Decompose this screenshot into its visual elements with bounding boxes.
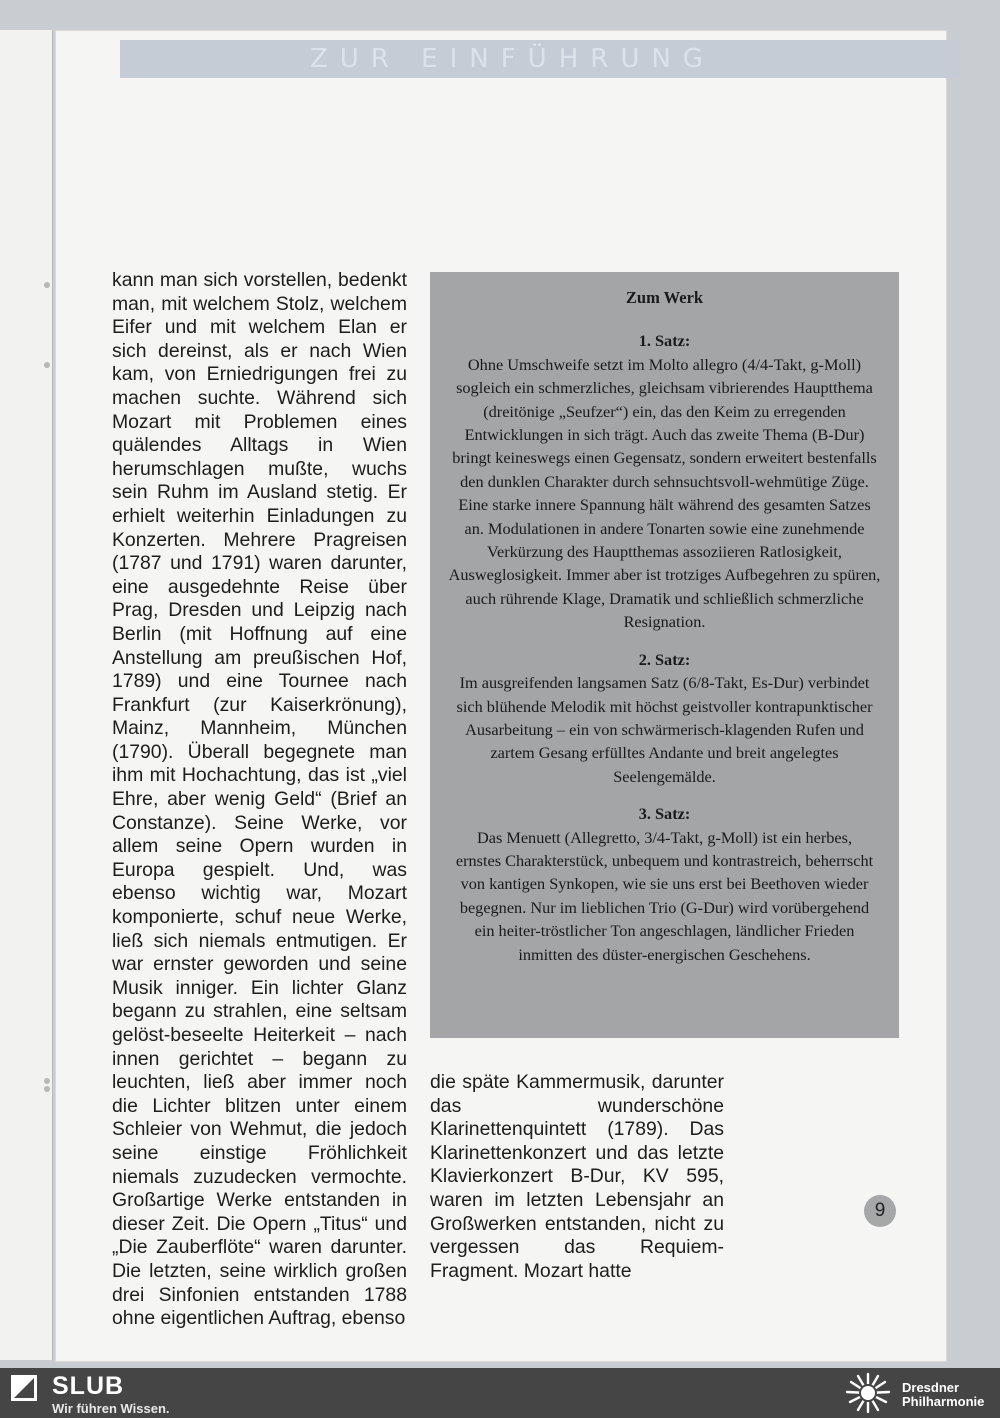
right-text-column bbox=[430, 1071, 724, 1283]
work-info-box bbox=[430, 272, 899, 1038]
paragraph: kann man sich vorstellen, bedenkt man, mit welchem Stolz, welchem Eifer und mit welchem Elan er sich dereinst, als er nach Wien kam, von Erniedrigungen frei zu machen suchte. Während sich Mozart mit Problemen eines quälendes Alltags in Wien herumschlagen mußte, wuchs sein Ruhm im Ausland stetig. Er erhielt weiterhin Einladungen zu Konzerten. Mehrere Pragreisen (1787 und 1791) waren darunter, eine ausgedehnte Reise über Prag, Dresden und Leipzig nach Berlin (mit Hoffnung auf eine Anstellung am preußischen Hof, 1789) und eine Tournee nach Frankfurt (zur Kaiserkrönung), Mainz, Mannheim, München (1790). Überall begegnete man ihm mit Hochachtung, das ist „viel Ehre, aber wenig Geld“ (Brief an Constanze). Seine Werke, vor allem seine Opern wurden in Europa gespielt. Und, was ebenso wichtig war, Mozart komponierte, schuf neue Werke, ließ sich niemals entmutigen. Er war ernster geworden und seine Musik inniger. Ein lichter Glanz begann zu strahlen, eine seltsam gelöst-beseelte Heiterkeit – nach innen gerichtet – begann zu leuchten, ließ aber immer noch die Lichter blitzen unter einem Schleier von Wehmut, die jedoch seine einstige Fröhlichkeit niemals zuzudecken vermochte. Großartige Werke entstanden in dieser Zeit. Die Opern „Titus“ und „Die Zauberflöte“ waren darunter. Die letzten, seine wirklich großen drei Sinfonien entstanden 1788 ohne eigentlichen Auftrag, ebenso bbox=[112, 269, 407, 1330]
philharmonie-logo-icon bbox=[842, 1371, 894, 1415]
left-page-edge bbox=[0, 30, 53, 1360]
staple-hole bbox=[44, 1086, 50, 1092]
movement-heading: 1. Satz: bbox=[638, 331, 691, 351]
paragraph: die späte Kammermusik, darunter das wunderschöne Klarinettenquintett (1789). Das Klarinettenkonzert und das letzte Klavierkonzert B-Dur, KV 595, waren im letzten Lebensjahr an Großwerken entstanden, nicht zu vergessen das Requiem-Fragment. Mozart hatte bbox=[430, 1071, 724, 1282]
library-tagline: Wir führen Wissen. bbox=[52, 1401, 170, 1416]
movement-text: Das Menuett (Allegretto, 3/4-Takt, g-Moll) ist ein herbes, ernstes Charakterstück, unbequem und kontrastreich, beherrscht von kantigen Synkopen, wie sie uns erst bei Beethoven wieder begegnen. Nur im lieblichen Trio (G-Dur) wird vorübergehend ein heiter-tröstlicher Ton angeschlagen, ländlicher Frieden inmitten des düster-energischen Geschehens. bbox=[455, 827, 874, 964]
partner-name-line1: Dresdner bbox=[902, 1380, 960, 1395]
library-name[interactable]: SLUB bbox=[52, 1372, 125, 1400]
staple-hole bbox=[44, 1078, 50, 1084]
left-text-column bbox=[112, 269, 407, 1331]
slub-logo-icon bbox=[10, 1374, 38, 1402]
box-title: Zum Werk bbox=[625, 288, 704, 307]
page-number: 9 bbox=[864, 1195, 896, 1227]
movement-text: Ohne Umschweife setzt im Molto allegro (4/4-Takt, g-Moll) sogleich ein schmerzliches, gleichsam vibrierendes Hauptthema (dreitönige „Seufzer“) ein, das den Keim zu erregenden Entwicklungen in sich trägt. Auch das zweite Thema (B-Dur) bringt keineswegs einen Gegensatz, sondern erweitert bestenfalls den dunklen Charakter durch sehnsuchtsvoll-wehmütige Züge. Eine starke innere Spannung hält während des gesamten Satzes an. Modulationen in andere Tonarten sowie eine zunehmende Verkürzung des Hauptthemas assoziieren Ratlosigkeit, Ausweglosigkeit. Immer aber ist trotziges Aufbegehren zu spüren, auch rührende Klage, Dramatik und schließlich schmerzliche Resignation. bbox=[448, 354, 881, 632]
partner-name-line2: Philharmonie bbox=[902, 1394, 985, 1409]
movement-text: Im ausgreifenden langsamen Satz (6/8-Takt, Es-Dur) verbindet sich blühende Melodik mit höchst geistvoller kontrapunktischer Ausarbeitung – ein von schwärmerisch-klagenden Rufen und zartem Gesang erfülltes Andante und breit angelegtes Seelengemälde. bbox=[456, 673, 873, 786]
movement-heading: 3. Satz: bbox=[638, 804, 691, 824]
running-head: ZUR EINFÜHRUNG bbox=[310, 44, 715, 74]
staple-hole bbox=[44, 362, 50, 368]
staple-hole bbox=[44, 282, 50, 288]
partner-name[interactable] bbox=[902, 1381, 984, 1409]
movement-heading: 2. Satz: bbox=[638, 649, 691, 669]
